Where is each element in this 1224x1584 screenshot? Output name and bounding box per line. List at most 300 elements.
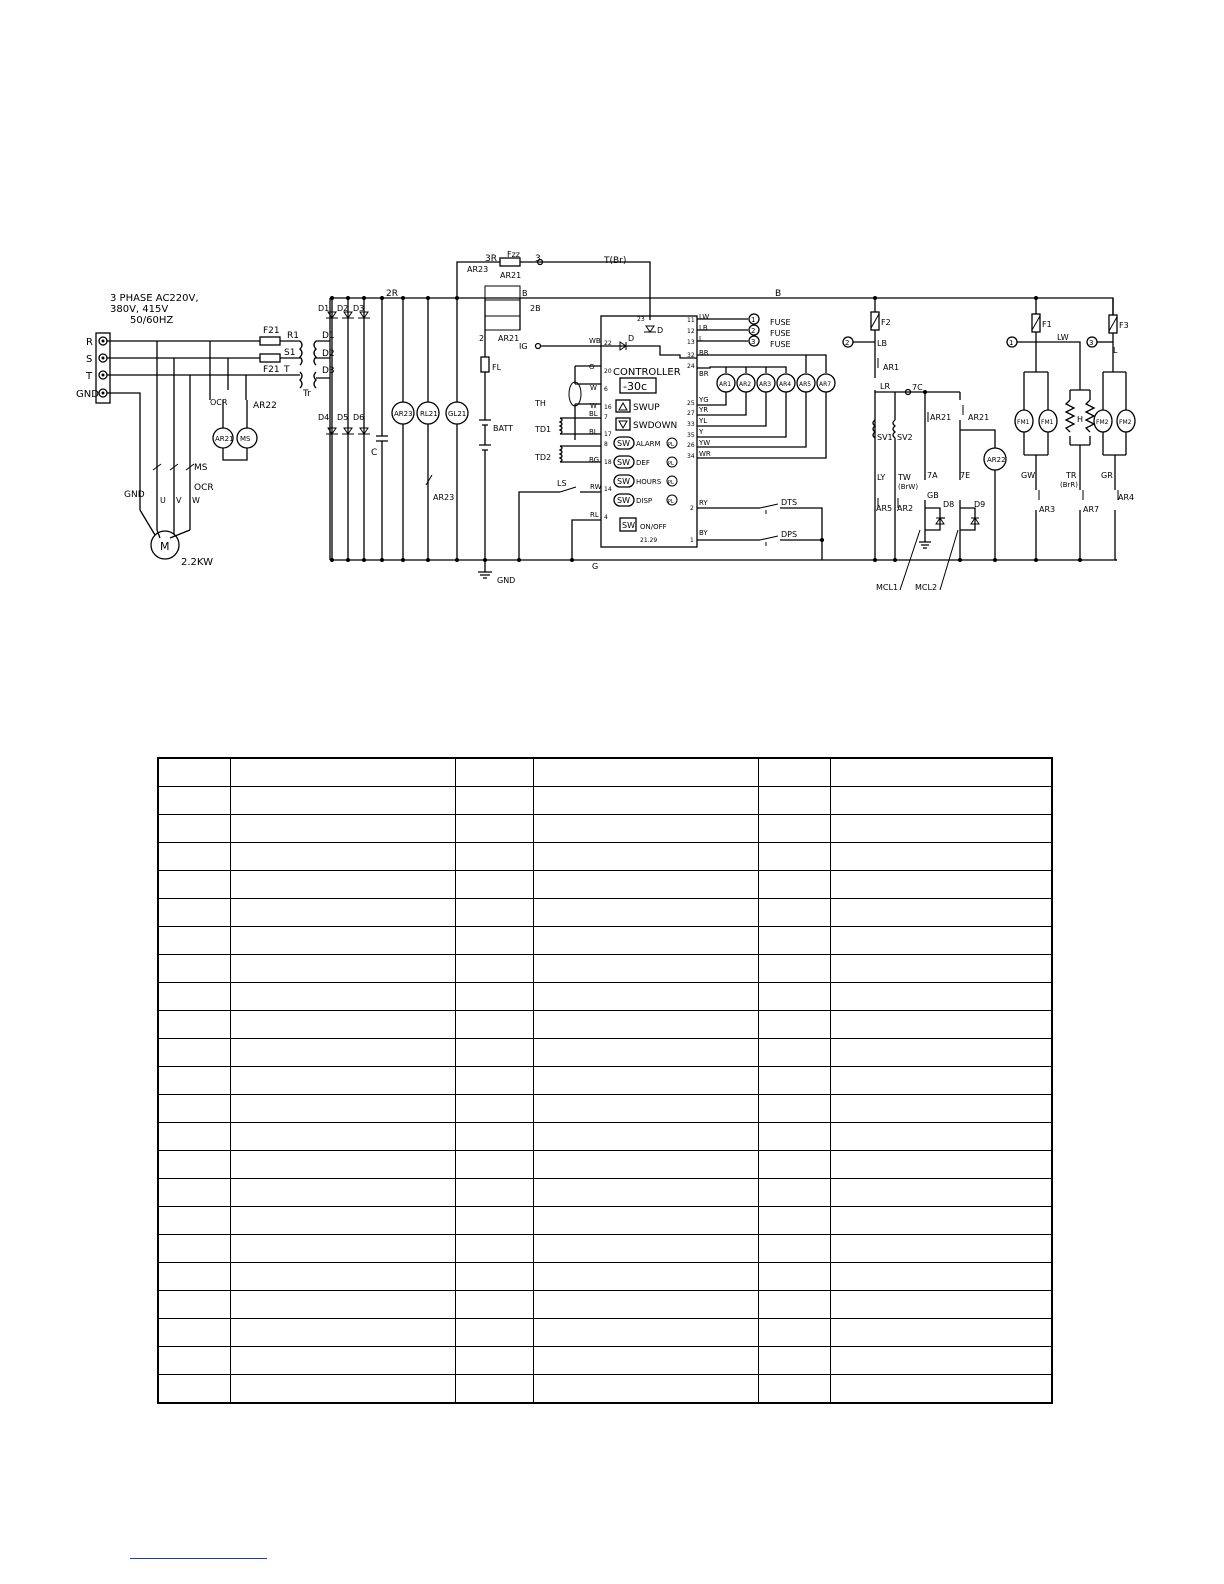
label-ar22: AR22 <box>253 401 277 411</box>
table-cell <box>533 787 758 815</box>
legend-table <box>157 757 1053 1404</box>
svg-text:F1: F1 <box>1042 320 1052 329</box>
table-row <box>158 1319 1052 1347</box>
sw-down-button[interactable] <box>616 418 677 431</box>
svg-text:AR4: AR4 <box>779 381 792 388</box>
table-cell <box>455 1095 533 1123</box>
svg-text:AR7: AR7 <box>819 381 832 388</box>
svg-text:7C: 7C <box>912 383 923 392</box>
svg-text:FM2: FM2 <box>1119 419 1132 426</box>
svg-text:GB: GB <box>927 491 939 500</box>
svg-text:AR21: AR21 <box>968 413 990 422</box>
table-cell <box>158 955 230 983</box>
table-cell <box>758 899 830 927</box>
table-cell <box>455 787 533 815</box>
svg-text:D2: D2 <box>337 304 349 313</box>
svg-text:TH: TH <box>535 399 546 408</box>
svg-text:ON/OFF: ON/OFF <box>640 523 667 531</box>
svg-text:FM2: FM2 <box>1096 419 1109 426</box>
table-cell <box>533 983 758 1011</box>
svg-text:D1: D1 <box>322 331 335 341</box>
table-cell <box>758 1375 830 1404</box>
svg-text:26: 26 <box>687 442 695 449</box>
sw-hours-button[interactable] <box>614 475 677 487</box>
table-cell <box>455 955 533 983</box>
svg-text:D3: D3 <box>322 366 335 376</box>
table-cell <box>830 758 1052 787</box>
svg-text:18: 18 <box>604 459 612 466</box>
svg-text:R: R <box>86 337 93 348</box>
table-cell <box>230 787 455 815</box>
table-cell <box>455 1375 533 1404</box>
table-cell <box>455 1235 533 1263</box>
table-cell <box>830 1039 1052 1067</box>
table-cell <box>455 1179 533 1207</box>
svg-text:WR: WR <box>699 450 711 458</box>
table-cell <box>158 1207 230 1235</box>
svg-text:U: U <box>160 496 166 505</box>
svg-text:3R: 3R <box>485 254 497 264</box>
table-cell <box>758 1123 830 1151</box>
svg-text:6: 6 <box>604 386 608 393</box>
table-cell <box>230 1207 455 1235</box>
table-cell <box>830 1179 1052 1207</box>
table-cell <box>455 1319 533 1347</box>
table-cell <box>158 1039 230 1067</box>
svg-text:T(Br): T(Br) <box>604 256 627 266</box>
controller-right-pins <box>687 317 695 544</box>
svg-text:W: W <box>590 384 597 392</box>
svg-text:BY: BY <box>699 529 708 537</box>
svg-text:DTS: DTS <box>781 498 798 507</box>
table-cell <box>230 1039 455 1067</box>
table-cell <box>230 1263 455 1291</box>
table-cell <box>230 927 455 955</box>
table-cell <box>830 1291 1052 1319</box>
svg-text:AR7: AR7 <box>1083 505 1100 514</box>
svg-text:YW: YW <box>699 439 711 447</box>
svg-text:BR: BR <box>699 349 709 357</box>
table-cell <box>455 758 533 787</box>
svg-text:DEF: DEF <box>636 459 650 467</box>
svg-text:IG: IG <box>519 342 528 351</box>
controller-title: CONTROLLER <box>613 367 681 378</box>
ar23-contact-label: AR23 <box>433 493 455 502</box>
svg-text:TW: TW <box>898 473 911 482</box>
table-row <box>158 1347 1052 1375</box>
svg-text:33: 33 <box>687 421 695 428</box>
table-cell <box>158 758 230 787</box>
svg-text:1: 1 <box>1009 339 1014 347</box>
battery-label: BATT <box>493 424 513 433</box>
svg-text:SW: SW <box>622 521 635 530</box>
svg-text:2: 2 <box>690 505 694 512</box>
svg-text:7E: 7E <box>960 471 971 480</box>
svg-text:13: 13 <box>687 339 695 346</box>
table-cell <box>758 1179 830 1207</box>
svg-text:W: W <box>192 496 200 505</box>
table-cell <box>158 1347 230 1375</box>
wiring-schematic <box>0 0 1224 640</box>
table-row <box>158 1235 1052 1263</box>
svg-text:MCL2: MCL2 <box>915 583 938 592</box>
table-cell <box>533 815 758 843</box>
svg-text:14: 14 <box>604 486 612 493</box>
svg-text:RY: RY <box>699 499 708 507</box>
svg-text:AR2: AR2 <box>739 381 752 388</box>
svg-text:GL21: GL21 <box>448 410 467 418</box>
table-cell <box>158 1179 230 1207</box>
svg-text:AR22: AR22 <box>987 456 1006 464</box>
svg-text:AR5: AR5 <box>799 381 812 388</box>
table-cell <box>533 1123 758 1151</box>
table-row <box>158 1151 1052 1179</box>
svg-text:D6: D6 <box>353 413 365 422</box>
svg-text:AR21: AR21 <box>215 435 234 443</box>
svg-text:3: 3 <box>535 254 541 264</box>
table-row <box>158 1207 1052 1235</box>
table-cell <box>830 983 1052 1011</box>
table-cell <box>158 871 230 899</box>
table-cell <box>830 1263 1052 1291</box>
table-row <box>158 983 1052 1011</box>
svg-text:GR: GR <box>1101 471 1113 480</box>
svg-text:B: B <box>522 289 528 298</box>
svg-text:SW: SW <box>617 496 630 505</box>
table-cell <box>758 871 830 899</box>
table-cell <box>230 1291 455 1319</box>
svg-text:W: W <box>590 402 597 410</box>
svg-text:2: 2 <box>845 339 850 347</box>
table-row <box>158 871 1052 899</box>
table-cell <box>758 983 830 1011</box>
table-cell <box>830 955 1052 983</box>
relay-coils <box>717 374 835 392</box>
table-cell <box>158 1291 230 1319</box>
svg-text:FUSE: FUSE <box>770 329 791 338</box>
table-cell <box>830 1375 1052 1404</box>
label-tr: Tr <box>303 389 311 399</box>
svg-text:DISP: DISP <box>636 497 653 505</box>
table-cell <box>230 1011 455 1039</box>
table-row <box>158 1291 1052 1319</box>
table-cell <box>230 1095 455 1123</box>
table-cell <box>758 1039 830 1067</box>
svg-text:1: 1 <box>751 316 756 324</box>
table-row <box>158 1263 1052 1291</box>
table-row <box>158 899 1052 927</box>
table-cell <box>758 1347 830 1375</box>
table-cell <box>455 899 533 927</box>
label-t: T <box>284 365 290 375</box>
table-cell <box>533 1095 758 1123</box>
table-cell <box>758 1011 830 1039</box>
table-cell <box>230 843 455 871</box>
table-cell <box>758 1207 830 1235</box>
svg-text:BL: BL <box>589 410 598 418</box>
sw-disp-button[interactable] <box>614 494 677 506</box>
motor-label: M <box>160 540 170 553</box>
svg-text:16: 16 <box>604 404 612 411</box>
table-cell <box>230 1179 455 1207</box>
table-cell <box>533 1375 758 1404</box>
table-cell <box>758 843 830 871</box>
table-cell <box>830 1011 1052 1039</box>
fuse-f21-s <box>260 354 280 362</box>
label-ocr: OCR <box>194 483 214 493</box>
svg-text:AR2: AR2 <box>897 504 914 513</box>
table-cell <box>830 871 1052 899</box>
table-cell <box>830 1319 1052 1347</box>
svg-text:FM1: FM1 <box>1017 419 1030 426</box>
svg-text:FL: FL <box>492 363 502 372</box>
svg-text:PL: PL <box>668 442 674 448</box>
svg-text:SV1: SV1 <box>877 433 893 442</box>
svg-text:D8: D8 <box>943 500 955 509</box>
sw-onoff-button[interactable] <box>620 518 667 531</box>
table-cell <box>230 1123 455 1151</box>
svg-text:T: T <box>86 371 93 382</box>
svg-text:TD1: TD1 <box>535 425 552 434</box>
ar23-top: AR23 <box>467 265 489 274</box>
table-cell <box>230 1067 455 1095</box>
label-s1: S1 <box>284 348 296 358</box>
svg-text:7: 7 <box>604 414 608 421</box>
table-cell <box>830 1151 1052 1179</box>
table-row <box>158 758 1052 787</box>
svg-text:17: 17 <box>604 431 612 438</box>
svg-text:RW: RW <box>590 483 602 491</box>
svg-text:SV2: SV2 <box>897 433 913 442</box>
svg-text:F3: F3 <box>1119 321 1129 330</box>
svg-text:D1: D1 <box>318 304 330 313</box>
svg-text:F2: F2 <box>881 318 891 327</box>
heater-element-b <box>1086 400 1094 432</box>
svg-text:ALARM: ALARM <box>636 440 661 448</box>
power-spec-line3: 50/60HZ <box>130 315 174 326</box>
table-cell <box>230 1347 455 1375</box>
table-row <box>158 815 1052 843</box>
table-cell <box>533 843 758 871</box>
table-cell <box>758 955 830 983</box>
table-cell <box>533 1235 758 1263</box>
table-cell <box>830 1235 1052 1263</box>
fuse-f21-r <box>260 337 280 345</box>
svg-text:PL: PL <box>668 480 674 486</box>
svg-text:GND: GND <box>497 576 516 585</box>
table-cell <box>830 1067 1052 1095</box>
table-cell <box>455 1263 533 1291</box>
table-cell <box>758 758 830 787</box>
svg-text:Y: Y <box>699 428 704 436</box>
table-cell <box>533 955 758 983</box>
table-cell <box>230 758 455 787</box>
legend-table-body <box>158 758 1052 1403</box>
table-cell <box>158 787 230 815</box>
heater-element-a <box>1066 400 1074 432</box>
table-cell <box>230 1319 455 1347</box>
table-cell <box>533 927 758 955</box>
svg-text:7A: 7A <box>927 471 938 480</box>
table-cell <box>533 1179 758 1207</box>
svg-text:AR3: AR3 <box>759 381 772 388</box>
table-cell <box>533 1067 758 1095</box>
svg-text:D2: D2 <box>322 349 335 359</box>
table-cell <box>455 1207 533 1235</box>
table-row <box>158 1039 1052 1067</box>
svg-text:L: L <box>1113 346 1118 355</box>
table-cell <box>830 787 1052 815</box>
svg-text:MCL1: MCL1 <box>876 583 899 592</box>
sw-def-button[interactable] <box>614 456 677 468</box>
svg-text:27: 27 <box>687 410 695 417</box>
svg-text:11: 11 <box>687 317 695 324</box>
table-cell <box>158 927 230 955</box>
table-cell <box>758 815 830 843</box>
table-cell <box>455 871 533 899</box>
svg-text:C: C <box>371 448 378 458</box>
svg-text:LB: LB <box>877 339 887 348</box>
svg-text:1: 1 <box>690 537 694 544</box>
svg-text:YR: YR <box>699 406 709 414</box>
power-spec-line1: 3 PHASE AC220V, <box>110 293 199 304</box>
table-cell <box>758 1067 830 1095</box>
motor-rating: 2.2KW <box>181 557 213 568</box>
table-cell <box>455 1291 533 1319</box>
svg-text:BG: BG <box>589 456 600 464</box>
svg-text:D4: D4 <box>318 413 330 422</box>
controller-box <box>601 316 697 547</box>
table-cell <box>533 1151 758 1179</box>
table-cell <box>158 1011 230 1039</box>
table-row <box>158 843 1052 871</box>
svg-text:TR: TR <box>1066 471 1077 480</box>
table-cell <box>230 1375 455 1404</box>
table-cell <box>455 1039 533 1067</box>
svg-text:SW: SW <box>617 477 630 486</box>
svg-text:SW: SW <box>617 439 630 448</box>
motor-gnd-label: GND <box>124 490 145 500</box>
fuse-f21-label-2: F21 <box>263 365 280 375</box>
table-cell <box>158 1319 230 1347</box>
table-cell <box>455 1011 533 1039</box>
table-cell <box>533 1347 758 1375</box>
table-cell <box>830 815 1052 843</box>
svg-text:SWUP: SWUP <box>633 403 660 413</box>
sw-alarm-button[interactable] <box>614 437 677 449</box>
svg-text:AR3: AR3 <box>1039 505 1056 514</box>
table-cell <box>830 1207 1052 1235</box>
table-row <box>158 1011 1052 1039</box>
svg-text:LW: LW <box>1057 333 1069 342</box>
svg-text:25: 25 <box>687 400 695 407</box>
footer-rule <box>130 1558 267 1559</box>
table-row <box>158 1375 1052 1404</box>
svg-text:D9: D9 <box>974 500 986 509</box>
table-cell <box>158 1067 230 1095</box>
table-cell <box>455 815 533 843</box>
svg-text:WB: WB <box>589 337 601 345</box>
table-cell <box>158 1123 230 1151</box>
table-cell <box>158 899 230 927</box>
svg-text:(BrR): (BrR) <box>1060 481 1079 489</box>
table-cell <box>533 871 758 899</box>
svg-text:FM1: FM1 <box>1041 419 1054 426</box>
svg-text:LB: LB <box>699 324 708 332</box>
table-row <box>158 1067 1052 1095</box>
svg-text:24: 24 <box>687 363 695 370</box>
table-row <box>158 1179 1052 1207</box>
table-cell <box>230 955 455 983</box>
svg-text:GND: GND <box>76 389 99 400</box>
power-spec-line2: 380V, 415V <box>110 304 169 315</box>
table-cell <box>230 815 455 843</box>
svg-text:AR21: AR21 <box>498 334 520 343</box>
table-cell <box>533 1263 758 1291</box>
table-row <box>158 927 1052 955</box>
label-r1: R1 <box>287 331 299 341</box>
svg-text:YG: YG <box>699 396 709 404</box>
table-cell <box>758 1319 830 1347</box>
svg-text:H: H <box>1077 415 1084 424</box>
table-cell <box>758 1095 830 1123</box>
terminal-gnd <box>76 389 107 400</box>
svg-text:FUSE: FUSE <box>770 340 791 349</box>
table-cell <box>758 1235 830 1263</box>
label-ms: MS <box>194 463 208 473</box>
fuse-f21-label: F21 <box>263 326 280 336</box>
table-cell <box>158 1263 230 1291</box>
svg-text:B: B <box>775 289 782 299</box>
svg-text:BL: BL <box>589 428 598 436</box>
svg-text:35: 35 <box>687 432 695 439</box>
table-cell <box>455 927 533 955</box>
table-cell <box>158 843 230 871</box>
svg-text:GW: GW <box>1021 471 1036 480</box>
table-cell <box>533 1039 758 1067</box>
svg-text:AR5: AR5 <box>876 504 893 513</box>
svg-text:AR23: AR23 <box>394 410 413 418</box>
svg-text:AR1: AR1 <box>883 363 900 372</box>
svg-text:MS: MS <box>240 435 251 443</box>
svg-text:(BrW): (BrW) <box>898 483 919 491</box>
svg-text:32: 32 <box>687 352 695 359</box>
svg-text:AR21: AR21 <box>930 413 952 422</box>
table-cell <box>830 899 1052 927</box>
svg-text:LS: LS <box>557 479 567 488</box>
svg-text:2: 2 <box>751 327 756 335</box>
svg-text:L: L <box>699 335 703 343</box>
svg-text:TD2: TD2 <box>535 453 552 462</box>
svg-text:LR: LR <box>880 382 891 391</box>
table-cell <box>830 843 1052 871</box>
table-cell <box>158 1235 230 1263</box>
svg-text:RL: RL <box>590 511 599 519</box>
table-cell <box>158 1151 230 1179</box>
table-cell <box>158 1095 230 1123</box>
svg-text:V: V <box>176 496 182 505</box>
svg-text:D: D <box>628 334 635 343</box>
svg-text:AR21: AR21 <box>500 271 522 280</box>
table-cell <box>158 815 230 843</box>
svg-text:D3: D3 <box>353 304 365 313</box>
table-cell <box>533 758 758 787</box>
table-cell <box>533 1291 758 1319</box>
sw-up-button[interactable] <box>616 400 660 413</box>
svg-text:SWDOWN: SWDOWN <box>633 421 678 431</box>
svg-text:SW: SW <box>617 458 630 467</box>
svg-text:3: 3 <box>751 338 756 346</box>
